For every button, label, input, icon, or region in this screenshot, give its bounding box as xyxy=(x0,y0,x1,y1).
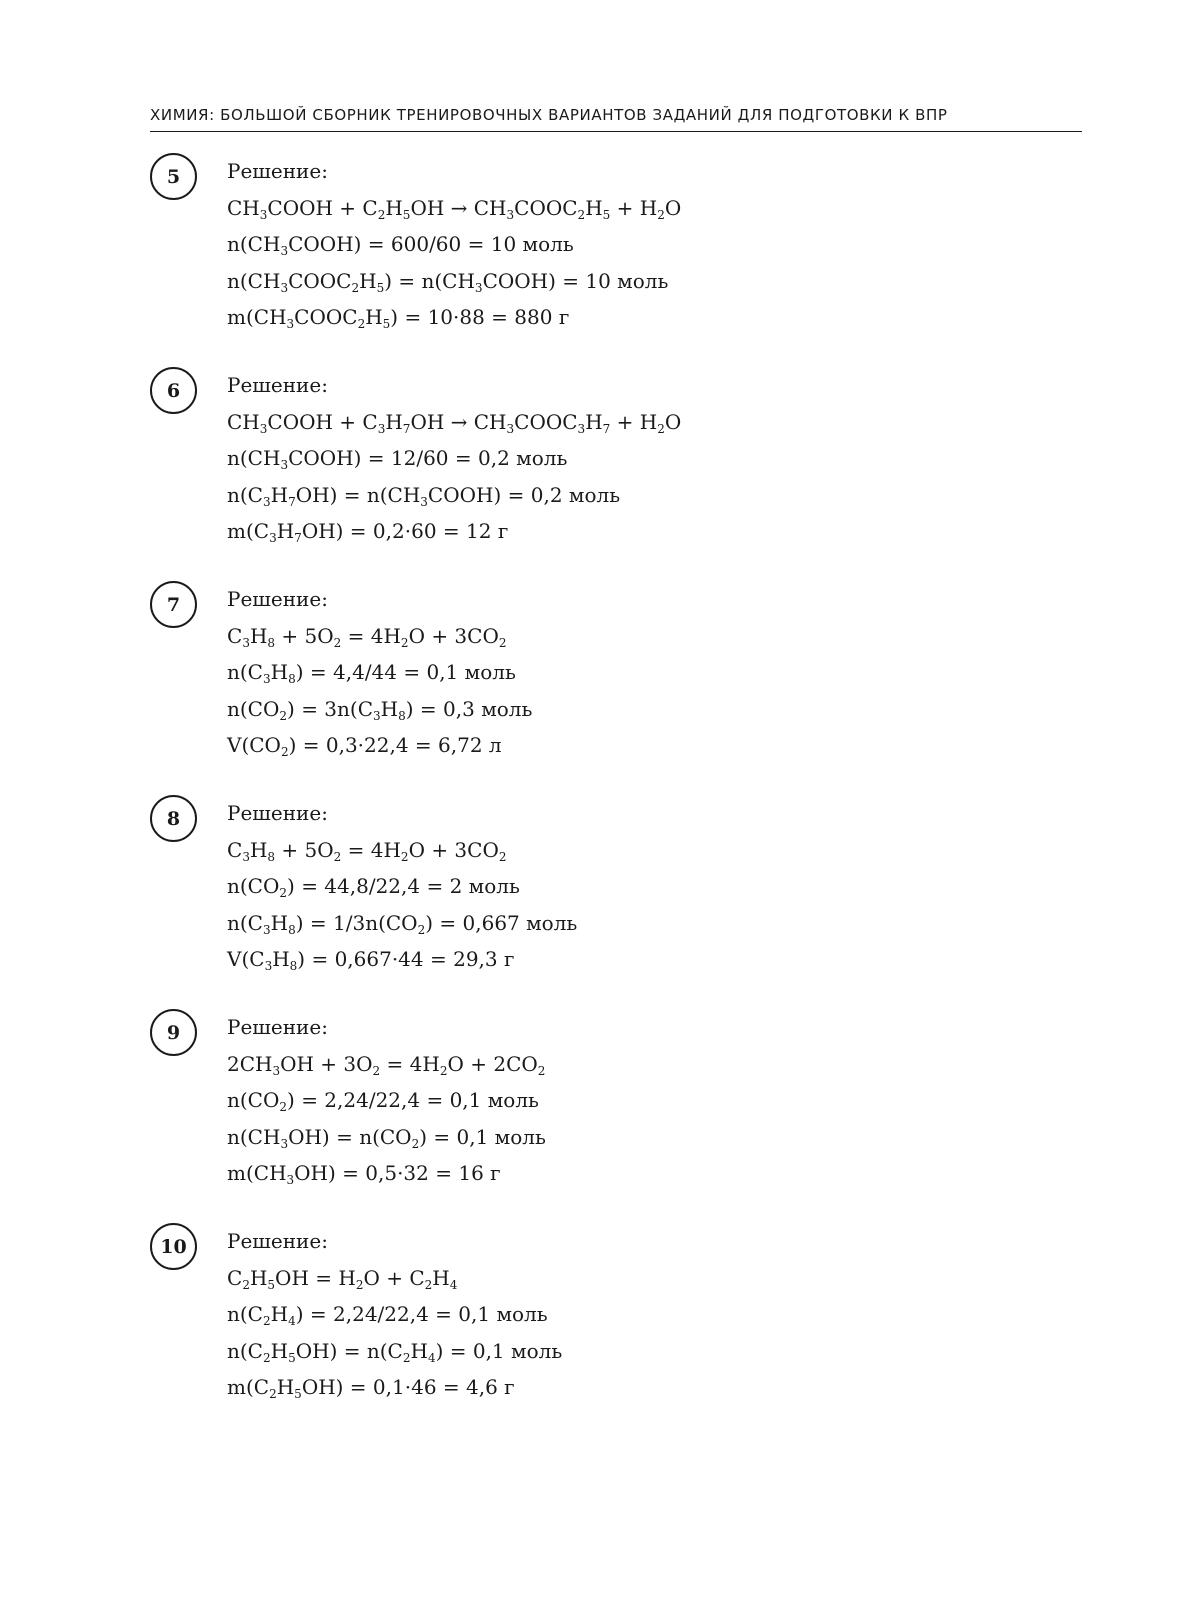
task-number-badge: 6 xyxy=(150,367,197,414)
solution-lines xyxy=(227,581,1027,764)
calculation-line: $n(C_3H_8) = 1/3n(CO_2) = 0,667$ моль xyxy=(227,910,578,937)
solution-heading: Решение: xyxy=(227,801,328,825)
calculation-line: $n(CH_3COOH) = 12/60 = 0,2$ моль xyxy=(227,446,568,472)
task-number-badge: 7 xyxy=(150,581,197,628)
calculation-line: $n(CH_3COOH) = 600/60 = 10$ моль xyxy=(227,232,574,258)
calculation-line: $n(CH_3COOC_2H_5)$ = $n(CH_3COOH) = 10$ моль xyxy=(227,268,669,295)
task-number-badge: 8 xyxy=(150,795,197,842)
calculation-line: $n(C_3H_8) = 4,4/44 = 0,1$ моль xyxy=(227,660,516,686)
result-line: $m(CH_3COOC_2H_5) = 10\cdot 88 = 880$ г xyxy=(227,305,570,331)
reaction-equation: $C_3H_8 + 5O_2 = 4H_2O + 3CO_2$ xyxy=(227,837,507,864)
solution-lines xyxy=(227,153,1027,336)
reaction-equation: $C_3H_8 + 5O_2 = 4H_2O + 3CO_2$ xyxy=(227,623,507,650)
solution-lines xyxy=(227,367,1027,550)
solution-heading: Решение: xyxy=(227,587,328,611)
calculation-line: $n(C_2H_4) = 2,24/22,4 = 0,1$ моль xyxy=(227,1302,548,1328)
result-line: $V(C_3H_8) = 0,667\cdot 44 = 29,3$ г xyxy=(227,947,515,973)
solution-heading: Решение: xyxy=(227,1229,328,1253)
solution-lines xyxy=(227,795,1027,978)
task-number-badge: 10 xyxy=(150,1223,197,1270)
reaction-equation: $C_2H_5OH = H_2O + C_2H_4$ xyxy=(227,1265,458,1292)
result-line: $m(CH_3OH) = 0,5\cdot 32 = 16$ г xyxy=(227,1161,501,1187)
task-number-badge: 5 xyxy=(150,153,197,200)
reaction-equation: $2CH_3OH + 3O_2 = 4H_2O + 2CO_2$ xyxy=(227,1051,546,1078)
calculation-line: $n(CO_2) = 2,24/22,4 = 0,1$ моль xyxy=(227,1088,539,1114)
reaction-equation: $CH_3COOH + C_3H_7OH$ → $CH_3COOC_3H_7 + H_2O$ xyxy=(227,409,682,436)
solution-heading: Решение: xyxy=(227,159,328,183)
solution-lines xyxy=(227,1009,1027,1192)
task-number-badge: 9 xyxy=(150,1009,197,1056)
calculation-line: $n(C_2H_5OH) = n(C_2H_4) = 0,1$ моль xyxy=(227,1338,563,1365)
result-line: $m(C_2H_5OH) = 0,1\cdot 46 = 4,6$ г xyxy=(227,1375,515,1401)
calculation-line: $n(CH_3OH) = n(CO_2) = 0,1$ моль xyxy=(227,1124,546,1151)
result-line: $V(CO_2) = 0,3\cdot 22,4 = 6,72$ л xyxy=(227,733,502,759)
calculation-line: $n(C_3H_7OH)$ = $n(CH_3COOH) = 0,2$ моль xyxy=(227,482,621,509)
running-head: ХИМИЯ: БОЛЬШОЙ СБОРНИК ТРЕНИРОВОЧНЫХ ВАРИАНТОВ ЗАДАНИЙ ДЛЯ ПОДГОТОВКИ К ВПР xyxy=(150,106,948,124)
solution-lines xyxy=(227,1223,1027,1406)
reaction-equation: $CH_3COOH + C_2H_5OH$ → $CH_3COOC_2H_5 + H_2O$ xyxy=(227,195,682,222)
calculation-line: $n(CO_2) = 44,8/22,4 = 2$ моль xyxy=(227,874,520,900)
result-line: $m(C_3H_7OH) = 0,2\cdot 60 = 12$ г xyxy=(227,519,509,545)
header-divider xyxy=(150,131,1082,132)
calculation-line: $n(CO_2) = 3n(C_3H_8) = 0,3$ моль xyxy=(227,696,533,723)
solution-heading: Решение: xyxy=(227,1015,328,1039)
solution-heading: Решение: xyxy=(227,373,328,397)
